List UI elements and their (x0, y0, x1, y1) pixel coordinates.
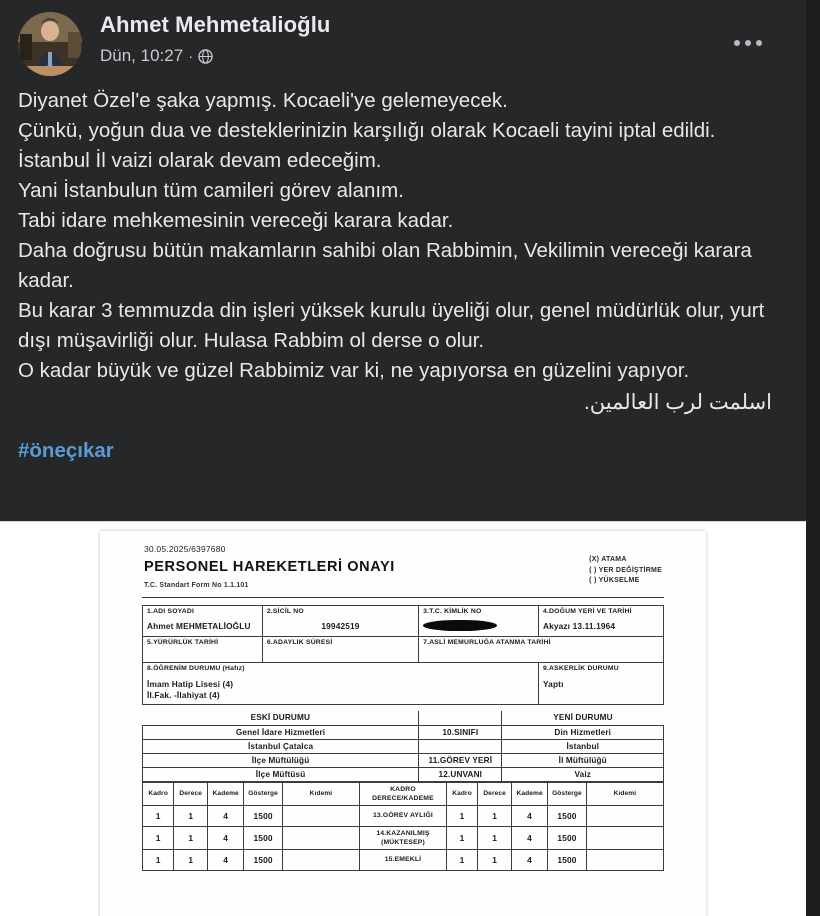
hashtag-link[interactable]: #öneçıkar (18, 439, 114, 462)
cell: 4 (208, 849, 244, 870)
cell-tc-kimlik-no: 3.T.C. KİMLİK NO (419, 606, 539, 637)
post-line: Daha doğrusu bütün makamların sahibi olan Rabbimin, Vekilimin vereceği karara kadar. (18, 239, 752, 292)
cell-yururluk-tarihi: 5.YÜRÜRLÜK TARİHİ (143, 637, 263, 663)
table-row (143, 606, 664, 637)
document-reference-number: 30.05.2025/6397680 (144, 544, 226, 554)
post-body-text (18, 86, 788, 466)
status-label-sinifi: 10.SINIFI (419, 725, 502, 739)
more-dot-2 (745, 40, 751, 46)
document-form-number: T.C. Standart Form No 1.1.101 (144, 582, 249, 589)
cell: 1 (174, 849, 208, 870)
table-row (143, 711, 664, 725)
cell (282, 805, 359, 826)
row-label-kazanilmis: 14.KAZANILMIŞ (MÜKTESEP) (360, 826, 447, 849)
post-line: Çünkü, yoğun dua ve desteklerinizin karşılığı olarak Kocaeli tayini iptal edildi. İstanbul İl vaizi olarak devam edeceğim. (18, 119, 716, 172)
cell: 1 (478, 826, 512, 849)
col-derece-left: Derece (174, 782, 208, 805)
more-dot-3 (756, 40, 762, 46)
checkbox-yer-degistirme: ( ) YER DEĞİŞTİRME (589, 566, 662, 574)
row-label-emekli: 15.EMEKLİ (360, 849, 447, 870)
meta-separator: · (188, 47, 194, 65)
cell: 1 (446, 826, 477, 849)
cell (282, 849, 359, 870)
cell: 1500 (548, 805, 587, 826)
status-old-sinifi: Genel İdare Hizmetleri (143, 725, 419, 739)
status-old-gorev-yeri: İlçe Müftülüğü (143, 753, 419, 767)
cell: 4 (512, 849, 548, 870)
checkbox-atama: (X) ATAMA (589, 556, 627, 563)
col-kadro-left: Kadro (143, 782, 174, 805)
table-row (143, 753, 664, 767)
cell: 1 (174, 805, 208, 826)
cell: 1500 (244, 805, 283, 826)
table-row (143, 826, 664, 849)
cell: 4 (512, 805, 548, 826)
table-header-row (143, 782, 664, 805)
table-row (143, 805, 664, 826)
status-header-old: ESKİ DURUMU (143, 711, 419, 725)
post-line: O kadar büyük ve güzel Rabbimiz var ki, ne yapıyorsa en güzelini yapıyor. (18, 359, 690, 382)
cell: 1 (143, 826, 174, 849)
status-label-unvani: 12.UNVANI (419, 767, 502, 781)
cell (586, 849, 663, 870)
post-header (14, 8, 794, 78)
status-label-il (419, 739, 502, 753)
cell: 1 (446, 849, 477, 870)
more-dot-1 (734, 40, 740, 46)
post-author-name[interactable]: Ahmet Mehmetalioğlu (100, 12, 331, 37)
row-label-gorev-ayligi: 13.GÖREV AYLIĞI (360, 805, 447, 826)
document-status-table (142, 711, 664, 782)
col-kidemi-right: Kıdemi (586, 782, 663, 805)
document-grade-table (142, 782, 664, 871)
post-arabic-line: اسلمت لرب العالمين. (583, 391, 772, 414)
cell: 1500 (244, 849, 283, 870)
cell (586, 805, 663, 826)
cell-sicil-no: 2.SİCİL NO 19942519 (262, 606, 418, 637)
post-line: Tabi idare mehkemesinin vereceği karara kadar. (18, 209, 454, 232)
cell-asli-memurluga-atanma-tarihi: 7.ASLİ MEMURLUĞA ATANMA TARİHİ (419, 637, 664, 663)
table-row (143, 663, 664, 705)
table-row (143, 739, 664, 753)
avatar[interactable] (18, 12, 82, 76)
more-options-icon[interactable] (728, 32, 768, 54)
status-new-gorev-yeri: İl Müftülüğü (502, 753, 664, 767)
status-header-spacer (419, 711, 502, 725)
page-right-gutter (806, 0, 820, 916)
globe-icon[interactable] (198, 49, 213, 64)
post-line: Yani İstanbulun tüm camileri görev alanım. (18, 179, 404, 202)
col-kadro-right: Kadro (446, 782, 477, 805)
col-gosterge-left: Gösterge (244, 782, 283, 805)
checkbox-yukselme: ( ) YÜKSELME (589, 577, 640, 584)
cell: 4 (208, 826, 244, 849)
post-timestamp[interactable]: Dün, 10:27 (100, 46, 184, 65)
redaction-mark (423, 620, 497, 631)
table-row (143, 849, 664, 870)
status-new-sinifi: Din Hizmetleri (502, 725, 664, 739)
status-old-il: İstanbul Çatalca (143, 739, 419, 753)
status-old-unvani: İlçe Müftüsü (143, 767, 419, 781)
col-derece-right: Derece (478, 782, 512, 805)
status-label-gorev-yeri: 11.GÖREV YERİ (419, 753, 502, 767)
col-kidemi-left: Kıdemi (282, 782, 359, 805)
table-row (143, 637, 664, 663)
cell-adi-soyadi: 1.ADI SOYADI Ahmet MEHMETALİOĞLU (143, 606, 263, 637)
document-action-checkboxes (589, 555, 662, 587)
cell: 4 (208, 805, 244, 826)
status-new-unvani: Vaiz (502, 767, 664, 781)
cell: 1 (143, 805, 174, 826)
document-title: PERSONEL HAREKETLERİ ONAYI (144, 559, 395, 575)
status-new-il: İstanbul (502, 739, 664, 753)
cell: 1500 (244, 826, 283, 849)
cell-dogum-yeri-tarihi: 4.DOĞUM YERİ VE TARİHİ Akyazı 13.11.1964 (538, 606, 663, 637)
cell-ogrenim-durumu: 8.ÖĞRENİM DURUMU (Hafız) İmam Hatip Lisesi (4) İl.Fak. -İlahiyat (4) (143, 663, 539, 705)
status-header-new: YENİ DURUMU (502, 711, 664, 725)
table-row (143, 767, 664, 781)
post-line: Bu karar 3 temmuzda din işleri yüksek kurulu üyeliği olur, genel müdürlük olur, yurt dışı müşavirliği olur. Hulasa Rabbim ol derse o olur. (18, 299, 765, 352)
cell: 1500 (548, 849, 587, 870)
cell: 4 (512, 826, 548, 849)
col-gosterge-right: Gösterge (548, 782, 587, 805)
cell-askerlik-durumu: 9.ASKERLİK DURUMU Yaptı (538, 663, 663, 705)
document-identity-table (142, 605, 664, 705)
table-row (143, 725, 664, 739)
cell: 1 (174, 826, 208, 849)
cell: 1 (478, 849, 512, 870)
cell: 1 (143, 849, 174, 870)
col-kadro-derece-kademe: KADRO DERECE/KADEME (360, 782, 447, 805)
cell: 1500 (548, 826, 587, 849)
post-line: Diyanet Özel'e şaka yapmış. Kocaeli'ye gelemeyecek. (18, 89, 508, 112)
post-meta (100, 46, 213, 66)
post-attachment-area[interactable] (0, 521, 806, 916)
cell: 1 (478, 805, 512, 826)
document-header-rule (142, 597, 664, 598)
cell (282, 826, 359, 849)
cell (586, 826, 663, 849)
scanned-document[interactable] (100, 531, 706, 916)
col-kademe-left: Kademe (208, 782, 244, 805)
col-kademe-right: Kademe (512, 782, 548, 805)
cell: 1 (446, 805, 477, 826)
cell-adaylik-suresi: 6.ADAYLIK SÜRESİ (262, 637, 418, 663)
